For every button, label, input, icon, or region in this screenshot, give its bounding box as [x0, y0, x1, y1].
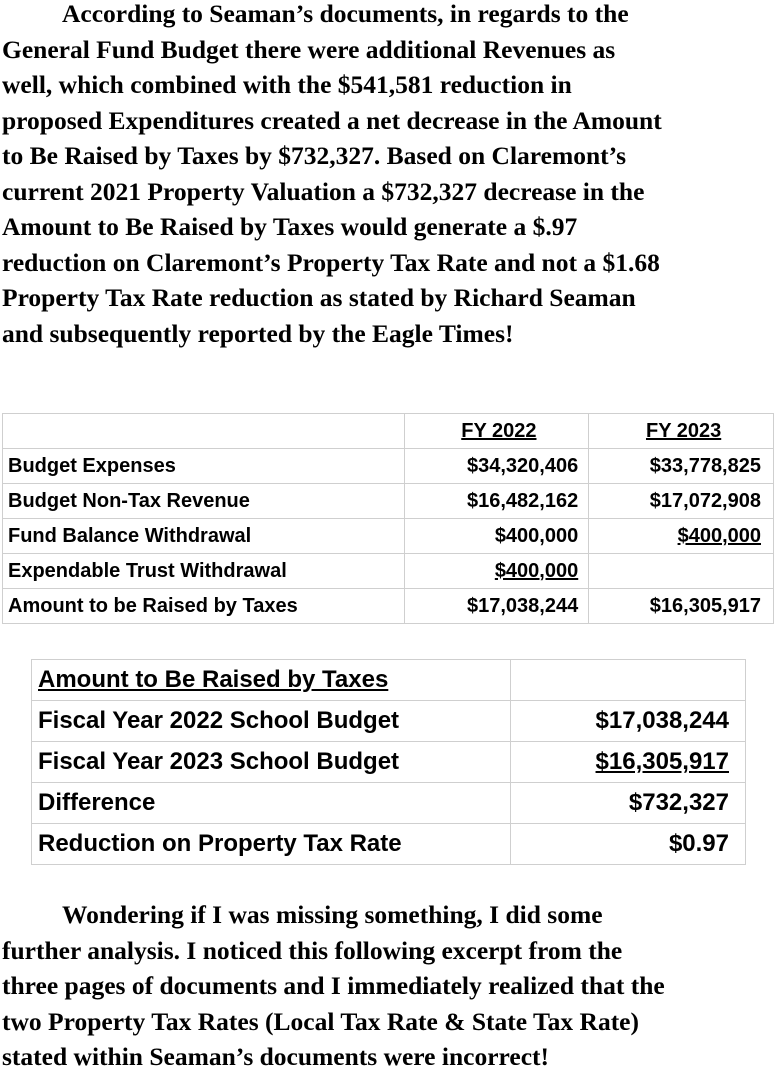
table-row	[3, 554, 774, 589]
row-value: $0.97	[511, 824, 746, 865]
table-row	[32, 742, 746, 783]
closing-line: stated within Seaman’s documents were incorrect!	[2, 1042, 549, 1071]
intro-line: proposed Expenditures created a net decrease in the Amount	[2, 105, 662, 135]
row-label: Budget Non-Tax Revenue	[3, 484, 405, 519]
row-label: Fund Balance Withdrawal	[3, 519, 405, 554]
budget-comparison-table	[2, 413, 774, 624]
closing-line: two Property Tax Rates (Local Tax Rate & State Tax Rate)	[2, 1006, 639, 1036]
intro-line: and subsequently reported by the Eagle Times!	[2, 318, 514, 348]
header-fy2022-label: FY 2022	[461, 419, 537, 442]
fy2023-value-cell	[589, 519, 774, 554]
intro-paragraph	[2, 0, 774, 351]
fy2022-value: $34,320,406	[404, 449, 589, 484]
fy2023-value	[589, 554, 774, 589]
row-value: $17,038,244	[511, 701, 746, 742]
table-header-row	[3, 414, 774, 449]
intro-line: According to Seaman’s documents, in regards to the	[62, 0, 629, 28]
closing-paragraph	[2, 897, 774, 1075]
table-row	[32, 701, 746, 742]
table-row	[3, 519, 774, 554]
taxes-summary-table	[31, 659, 746, 865]
intro-line: well, which combined with the $541,581 reduction in	[2, 70, 572, 99]
table-row	[32, 824, 746, 865]
closing-line: Wondering if I was missing something, I did some	[62, 900, 603, 929]
row-label: Amount to be Raised by Taxes	[3, 589, 405, 624]
header-cell-fy2022	[404, 414, 589, 449]
row-label: Budget Expenses	[3, 449, 405, 484]
closing-line: further analysis. I noticed this following excerpt from the	[2, 935, 623, 965]
fy2022-value: $400,000	[494, 559, 579, 582]
row-label: Fiscal Year 2022 School Budget	[32, 701, 511, 742]
header-fy2023-label: FY 2023	[645, 419, 722, 442]
fy2022-value: $400,000	[404, 519, 589, 554]
fy2023-value: $33,778,825	[589, 449, 774, 484]
closing-line: three pages of documents and I immediately realized that the	[2, 971, 665, 1000]
fy2022-value: $17,038,244	[404, 589, 589, 624]
fy2023-value: $16,305,917	[589, 589, 774, 624]
intro-line: current 2021 Property Valuation a $732,327 decrease in the	[2, 176, 645, 206]
row-label: Difference	[32, 783, 511, 824]
intro-line: reduction on Claremont’s Property Tax Rate and not a $1.68	[2, 247, 660, 277]
intro-line: Amount to Be Raised by Taxes would generate a $.97	[2, 212, 578, 241]
intro-line: Property Tax Rate reduction as stated by Richard Seaman	[2, 283, 636, 312]
row-value: $732,327	[511, 783, 746, 824]
row-label: Reduction on Property Tax Rate	[32, 824, 511, 865]
table-row	[3, 484, 774, 519]
table-row	[32, 783, 746, 824]
table-row	[3, 449, 774, 484]
intro-line: General Fund Budget there were additional Revenues as	[2, 34, 616, 64]
empty-cell	[511, 660, 746, 701]
row-label: Expendable Trust Withdrawal	[3, 554, 405, 589]
table-row	[3, 589, 774, 624]
table-title-cell	[32, 660, 511, 701]
table-header-row	[32, 660, 746, 701]
fy2023-value: $400,000	[677, 524, 761, 547]
fy2022-value-cell	[404, 554, 589, 589]
header-cell-fy2023	[589, 414, 774, 449]
intro-line: to Be Raised by Taxes by $732,327. Based on Claremont’s	[2, 141, 627, 170]
table-title: Amount to Be Raised by Taxes	[38, 666, 389, 693]
fy2022-value: $16,482,162	[404, 484, 589, 519]
fy2023-value: $17,072,908	[589, 484, 774, 519]
header-cell-empty	[3, 414, 405, 449]
row-label: Fiscal Year 2023 School Budget	[32, 742, 511, 783]
row-value: $16,305,917	[595, 748, 729, 775]
row-value-cell	[511, 742, 746, 783]
